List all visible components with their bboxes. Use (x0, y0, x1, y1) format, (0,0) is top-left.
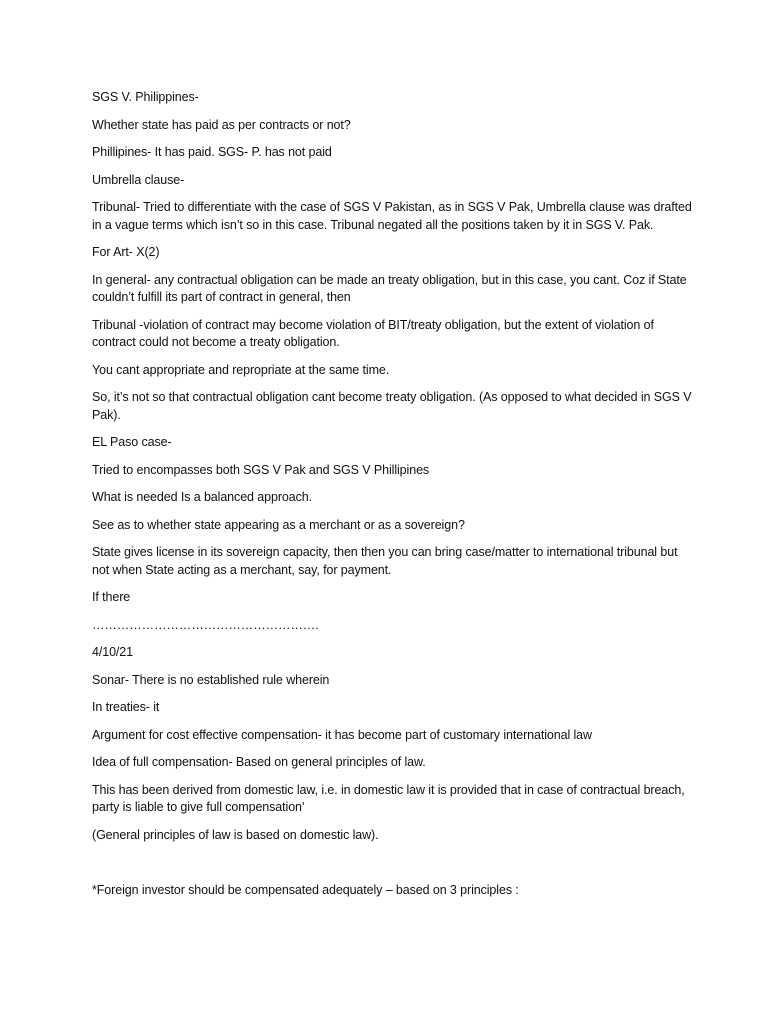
el-paso-heading: EL Paso case- (92, 435, 172, 449)
tribunal-violation-paragraph: Tribunal -violation of contract may become violation of BIT/treaty obligation, but the extent of violation of contract could not become a treaty obligation. (92, 317, 654, 349)
cost-effective-text: Argument for cost effective compensation- it has become part of customary international law (92, 727, 592, 742)
case-heading-sgs-philippines: SGS V. Philippines- (92, 90, 199, 104)
general-principles-text: (General principles of law is based on domestic law). (92, 827, 379, 842)
general-obligation-paragraph: In general- any contractual obligation can be made an treaty obligation, but in this case, you cant. Coz if State couldn’t fulfill its part of contract in general, then (92, 272, 687, 304)
encompasses-text: Tried to encompasses both SGS V Pak and SGS V Phillipines (92, 462, 430, 477)
full-compensation-text: Idea of full compensation- Based on general principles of law. (92, 755, 426, 769)
foreign-investor-text: *Foreign investor should be compensated adequately – based on 3 principles : (92, 883, 519, 897)
blank-line (92, 854, 692, 882)
sonar-text: Sonar- There is no established rule wherein (92, 672, 330, 687)
appropriate-text: You cant appropriate and repropriate at the same time. (92, 362, 390, 377)
date-heading: 4/10/21 (92, 645, 134, 659)
treaties-text: In treaties- it (92, 700, 160, 714)
merchant-sovereign-text: See as to whether state appearing as a merchant or as a sovereign? (92, 517, 465, 532)
tribunal-paragraph: Tribunal- Tried to differentiate with the case of SGS V Pakistan, as in SGS V Pak, Umbrella clause was drafted in a vague terms which isn’t so in this case. Tribunal negated all the positions taken by it in SGS V. Pak. (92, 200, 692, 232)
contractual-obligation-paragraph: So, it’s not so that contractual obligation cant become treaty obligation. (As opposed to what decided in SGS V Pak). (92, 390, 692, 422)
document-page (92, 89, 692, 910)
article-heading: For Art- X(2) (92, 245, 160, 259)
if-there-text: If there (92, 590, 131, 604)
umbrella-clause-heading: Umbrella clause- (92, 172, 185, 187)
question-text: Whether state has paid as per contracts or not? (92, 117, 351, 132)
domestic-law-paragraph: This has been derived from domestic law, i.e. in domestic law it is provided that in case of contractual breach, party is liable to give full compensation’ (92, 782, 685, 814)
balanced-approach-text: What is needed Is a balanced approach. (92, 490, 312, 504)
dotted-separator: ………………………………………………. (92, 617, 319, 632)
positions-text: Phillipines- It has paid. SGS- P. has not paid (92, 145, 332, 159)
license-paragraph: State gives license in its sovereign capacity, then then you can bring case/matter to international tribunal but not when State acting as a merchant, say, for payment. (92, 545, 678, 577)
